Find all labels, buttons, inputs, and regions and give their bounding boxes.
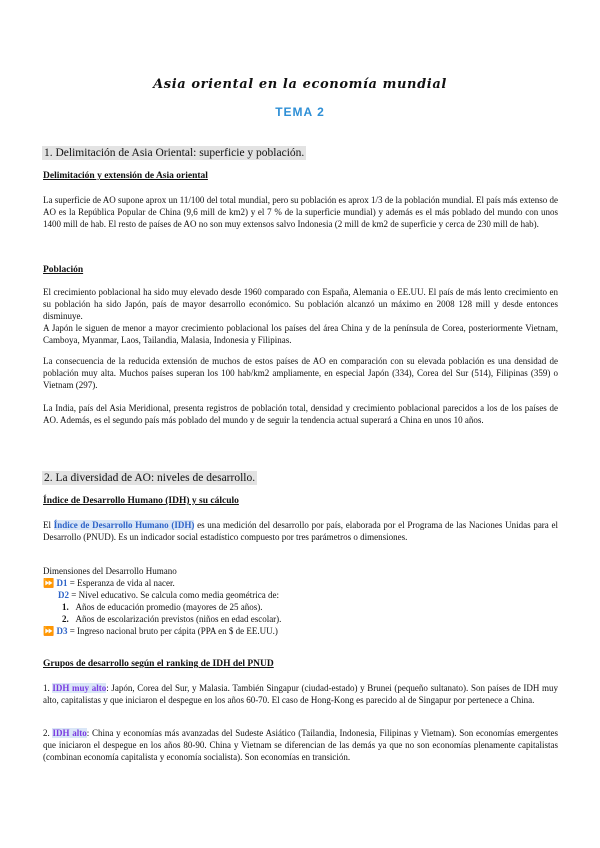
subheading-poblacion: Población bbox=[43, 265, 84, 275]
paragraph-idh-definicion: El Índice de Desarrollo Humano (IDH) es una medición del desarrollo por país, elaborada por el Programa de las Naciones Unidas para el Desarrollo (PNUD). Es un indicador social estadístico compuesto por tres parámetros o dimensiones. bbox=[43, 520, 558, 542]
section-1-heading: 1. Delimitación de Asia Oriental: superficie y población. bbox=[44, 147, 305, 159]
paragraph-superficie: La superficie de AO supone aprox un 11/100 del total mundial, pero su población es aprox 1/3 de la población mundial. El país más extenso de AO es la República Popular de China (9,6 mill de km2) y el 7 % de la superficie mundial) y además es el más poblado del mundo con unos 1400 mill de hab. El resto de países de AO no son muy extensos salvo Indonesia (2 mill de km2 de superficie y cerca de 230 mill de hab). bbox=[43, 195, 558, 229]
idh-muy-alto-term: IDH muy alto bbox=[52, 683, 107, 693]
document-title: Asia oriental en la economía mundial bbox=[153, 77, 447, 92]
subheading-idh: Índice de Desarrollo Humano (IDH) y su cálculo bbox=[43, 496, 239, 506]
paragraph-orden-crecimiento: A Japón le siguen de menor a mayor crecimiento poblacional los países del área China y de la península de Corea, posteriormente Vietnam, Camboya, Myanmar, Laos, Tailandia, Malasia, Indonesia y Filipinas. bbox=[43, 323, 558, 345]
paragraph-densidad: La consecuencia de la reducida extensión de muchos de estos países de AO en comparación con su elevada población es una densidad de población muy alta. Muchos países superan los 100 hab/km2 ampliamente, en especial Japón (334), Corea del Sur (514), Filipinas (359) o Vietnam (297). bbox=[43, 356, 558, 390]
paragraph-idh-alto: 2. IDH alto: China y economías más avanzadas del Sudeste Asiático (Tailandia, Indonesia, Filipinas y Vietnam). Son economías emergentes que iniciaron el despegue en los años 80-90. China y Vietnam se diferencian de las demás ya que no son economías plenamente capitalistas (combinan economía capitalista y economía socialista). Son economías en transición. bbox=[43, 728, 559, 762]
subheading-delimitacion: Delimitación y extensión de Asia oriental bbox=[43, 171, 208, 181]
fast-forward-icon: ⏩ bbox=[43, 578, 55, 588]
fast-forward-icon: ⏩ bbox=[43, 626, 55, 636]
paragraph-crecimiento: El crecimiento poblacional ha sido muy elevado desde 1960 comparado con España, Alemania o EE.UU. El país de más lento crecimiento en su población ha sido Japón, país de mayor desarrollo económico. Su población alcanzó un máximo en 2008 128 mill y desde entonces disminuye. bbox=[43, 287, 558, 321]
idh-alto-term: IDH alto bbox=[52, 728, 87, 738]
paragraph-idh-muy-alto: 1. IDH muy alto: Japón, Corea del Sur, y Malasia. También Singapur (ciudad-estado) y Brunei (pequeño sultanato). Son países de IDH muy alto, capitalistas y que iniciaron el despegue en los años 60-70. El caso de Hong-Kong es parecido al de Singapur por pertenece a China. bbox=[43, 683, 559, 705]
dimension-d1: ⏩ D1 = Esperanza de vida al nacer. bbox=[43, 578, 175, 588]
idh-term: Índice de Desarrollo Humano (IDH) bbox=[53, 520, 195, 530]
paragraph-india: La India, país del Asia Meridional, presenta registros de población total, densidad y crecimiento poblacional parecidos a los de los países de AO. Además, es el segundo país más poblado del mundo y de seguir la tendencia actual superará a China en unos 10 años. bbox=[43, 403, 558, 425]
d2-item-2: 2. Años de escolarización previstos (niños en edad escolar). bbox=[62, 614, 282, 624]
d2-item-1: 1. Años de educación promedio (mayores de 25 años). bbox=[62, 602, 263, 612]
subheading-grupos: Grupos de desarrollo según el ranking de IDH del PNUD bbox=[43, 659, 274, 669]
dimension-d3: ⏩ D3 = Ingreso nacional bruto per cápita (PPA en $ de EE.UU.) bbox=[43, 626, 278, 636]
dimensions-title: Dimensiones del Desarrollo Humano bbox=[43, 566, 177, 576]
document-subtitle: TEMA 2 bbox=[275, 105, 325, 119]
section-2-heading: 2. La diversidad de AO: niveles de desarrollo. bbox=[44, 472, 256, 484]
dimension-d2: D2 = Nivel educativo. Se calcula como media geométrica de: bbox=[58, 590, 279, 600]
